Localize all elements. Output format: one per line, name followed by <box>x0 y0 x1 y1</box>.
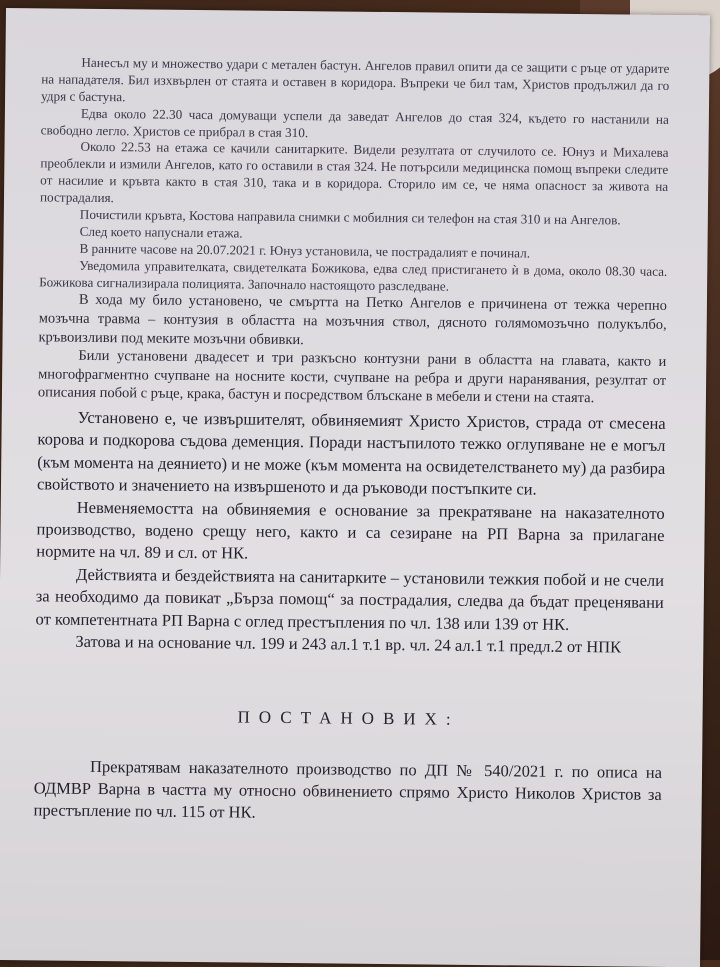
document-page <box>0 8 710 967</box>
paragraph-7: Уведомила управителката, свидетелката Божикова, едва след пристигането ѝ в дома, около 08.30 часа. Божикова сигнализирала полицията. Започнало настоящото разследване. <box>39 257 668 294</box>
paragraph-10: Установено е, че извършителят, обвиняемият Христо Христов, страда от смесена корова и подкорова съдова деменция. Поради настъпилото тежко оглупяване не е могъл (към момента на деянието) и не може (към момента на освидетелстването му) да разбира свойството и значението на извършеното и да ръководи постъпките си. <box>36 407 666 499</box>
paragraph-4: Почистили кръвта, Костова направила снимки с мобилния си телефон на стая 310 и на Ангелов. <box>79 206 621 228</box>
final-paragraph: Прекратявам наказателното производство по ДП № 540/2021 г. по описа на ОДМВР Варна в частта му относно обвинението спрямо Христо Николов Христов за престъпление по чл. 115 от НК. <box>33 756 663 823</box>
paragraph-8: В хода му било установено, че смъртта на Петко Ангелов е причинена от тежка черепно мозъчна травма – контузия в областта на мозъчния ствол, дясното голямомозъчно полукълбо, кръвоизливи под меките мозъчни обвивки. <box>38 292 667 348</box>
paragraph-3: Около 22.53 на етажа се качили санитарките. Видели резултата от случилото се. Юнуз и Михалева преоблекли и измили Ангелов, като го оставили в стая 324. Не потърсили медицинска помощ въпреки следите от насилие и кръвта както в стая 310, така и в коридора. Сторило им се, че няма опасност за живота на пострадалия. <box>39 139 669 206</box>
paragraph-12: Действията и бездействията на санитарките – установили тежкия побой и не счели за необходимо да повикат „Бърза помощ“ за пострадалия, следва да бъдат преценявани от компетентната РП Варна с оглед престъпления по чл. 138 или 139 от НК. <box>35 564 665 634</box>
paragraph-1: Нанесъл му и множество удари с метален бастун. Ангелов правил опити да се защити с ръце от ударите на нападателя. Бил изхвърлен от стаята и оставен в коридора. Въпреки че бил там, Христов продължил да го удря с бастуна. <box>41 54 670 105</box>
paragraph-13: Затова и на основание чл. 199 и 243 ал.1 т.1 вр. чл. 24 ал.1 т.1 предл.2 от НПК <box>75 631 622 657</box>
paragraph-5: След което напуснали етажа. <box>79 223 243 241</box>
paragraph-2: Едва около 22.30 часа домуващи успели да заведат Ангелов до стая 324, където го настанили на свободно легло. Христов се прибрал в стая 310. <box>40 105 669 140</box>
paragraph-9: Били установени двадесет и три разкъсно контузни рани в областта на главата, както и многофрагментно счупване на носните кости, счупване на ребра и други наранявания, резултат от описания побой с ръце, крака, бастун и посредством блъскане в мебели и стени на стаята. <box>37 347 667 407</box>
paragraph-6: В ранните часове на 20.07.2021 г. Юнуз установила, че пострадалият е починал. <box>79 240 531 261</box>
decision-heading: ПОСТАНОВИХ: <box>237 707 460 729</box>
paragraph-11: Невменяемостта на обвиняемия е основание за прекратяване на наказателното производство, водено срещу него, както и са сезиране на РП Варна за прилагане нормите на чл. 89 и сл. от НК. <box>36 497 665 563</box>
document-text <box>33 54 669 828</box>
